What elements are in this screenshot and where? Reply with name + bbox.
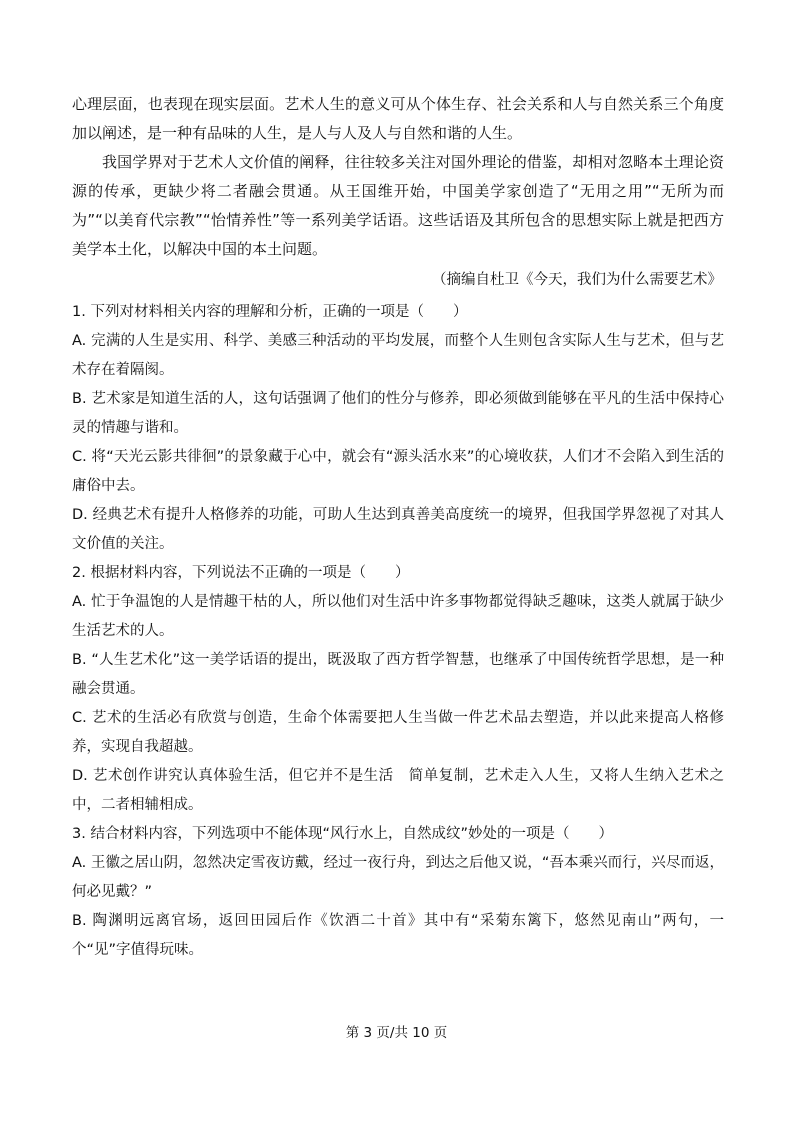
- question-2-option-a: A. 忙于争温饱的人是情趣干枯的人，所以他们对生活中许多事物都觉得缺乏趣味，这类人就属于缺少生活艺术的人。: [72, 594, 724, 639]
- question-1-option-b: B. 艺术家是知道生活的人，这句话强调了他们的性分与修养，即必须做到能够在平凡的生活中保持心灵的情趣与谐和。: [72, 391, 724, 436]
- question-2-stem: 2. 根据材料内容，下列说法不正确的一项是（ ）: [72, 565, 410, 581]
- question-3: [72, 820, 724, 965]
- intro-paragraph-2: 我国学界对于艺术人文价值的阐释，往往较多关注对国外理论的借鉴，却相对忽略本土理论资源的传承，更缺少将二者融会贯通。从王国维开始，中国美学家创造了“无用之用”“无所为而为”“以美育代宗教”“怡情养性”等一系列美学话语。这些话语及其所包含的思想实际上就是把西方美学本土化，以解决中国的本土问题。: [72, 153, 724, 258]
- question-1-option-a: A. 完满的人生是实用、科学、美感三种活动的平均发展，而整个人生则包含实际人生与艺术，但与艺术存在着隔阂。: [72, 333, 724, 378]
- question-2: [72, 559, 724, 820]
- question-3-option-a: A. 王徽之居山阴，忽然决定雪夜访戴，经过一夜行舟，到达之后他又说，“吾本乘兴而行，兴尽而返，何必见戴？”: [72, 855, 724, 900]
- question-3-stem: 3. 结合材料内容，下列选项中不能体现“风行水上，自然成纹”妙处的一项是（ ）: [72, 826, 613, 842]
- question-1-option-c: C. 将“天光云影共徘徊”的景象藏于心中，就会有“源头活水来”的心境收获，人们才不会陷入到生活的庸俗中去。: [72, 449, 724, 494]
- question-2-option-b: B. “人生艺术化”这一美学话语的提出，既汲取了西方哲学智慧，也继承了中国传统哲学思想，是一种融会贯通。: [72, 652, 724, 697]
- source-citation: （摘编自杜卫《今天，我们为什么需要艺术》: [432, 272, 722, 288]
- question-1-option-d: D. 经典艺术有提升人格修养的功能，可助人生达到真善美高度统一的境界，但我国学界忽视了对其人文价值的关注。: [72, 507, 724, 552]
- page-number-footer: 第 3 页/共 10 页: [345, 1025, 448, 1041]
- question-1-stem: 1. 下列对材料相关内容的理解和分析，正确的一项是（ ）: [72, 304, 468, 320]
- document-body: [72, 90, 724, 965]
- question-3-option-b: B. 陶渊明远离官场，返回田园后作《饮酒二十首》其中有“采菊东篱下，悠然见南山”两句，一个“见”字值得玩味。: [72, 913, 724, 958]
- question-2-option-d: D. 艺术创作讲究认真体验生活，但它并不是生活 简单复制，艺术走入人生，又将人生纳入艺术之中，二者相辅相成。: [72, 768, 724, 813]
- intro-paragraph-1: 心理层面，也表现在现实层面。艺术人生的意义可从个体生存、社会关系和人与自然关系三个角度加以阐述，是一种有品味的人生，是人与人及人与自然和谐的人生。: [72, 95, 724, 142]
- question-2-option-c: C. 艺术的生活必有欣赏与创造，生命个体需要把人生当做一件艺术品去塑造，并以此来提高人格修养，实现自我超越。: [72, 710, 724, 755]
- question-1: [72, 298, 724, 559]
